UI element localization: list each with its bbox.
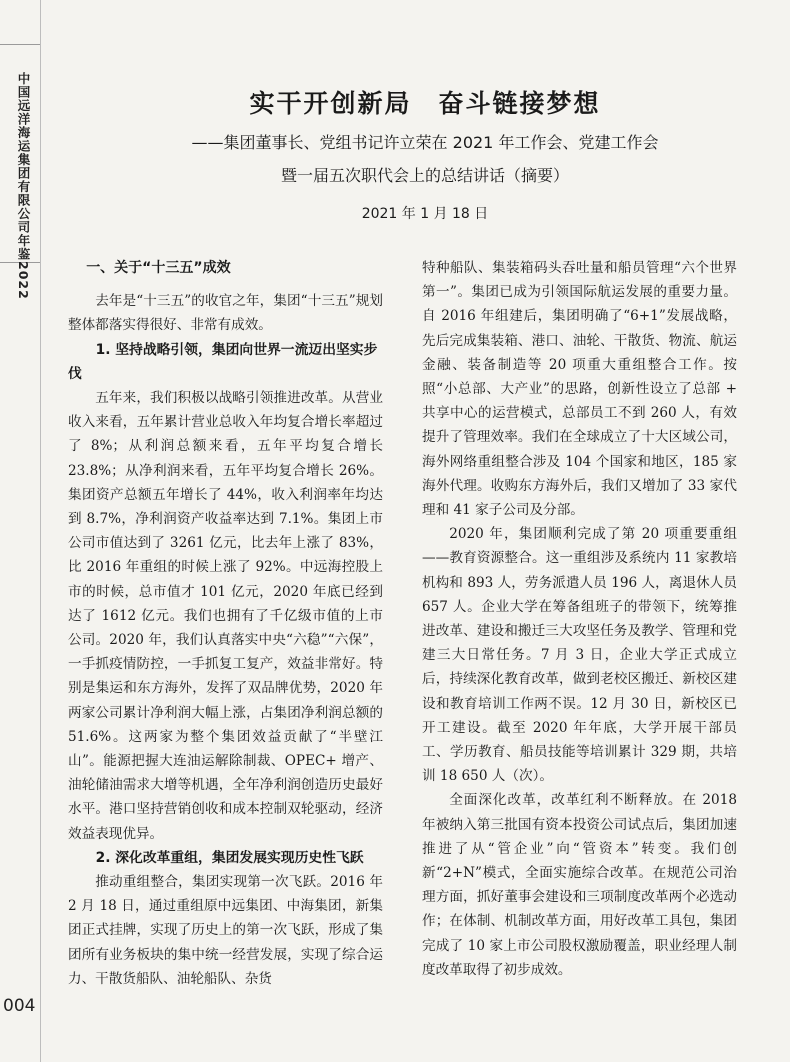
subsection-heading-2: 2. 深化改革重组，集团发展实现历史性飞跃 xyxy=(95,849,364,866)
section-heading: 一、关于“十三五”成效 xyxy=(86,260,231,276)
yearbook-running-title: 中国远洋海运集团有限公司年鉴2022 xyxy=(16,72,31,300)
paragraph-strategy: 五年来，我们积极以战略引领推进改革。从营业收入来看，五年累计营业总收入年均复合增长率超过了 8%；从利润总额来看，五年平均复合增长 23.8%；从净利润来看，五年平均复合增长 26%。集团资产总额五年增长了 44%，收入利润率年均达到 8.7%，净利润资产收益率达到 7.1%。集团上市公司市值达到了 3261 亿元，比去年上涨了 83%，比 2016 年重组的时候上涨了 92%。中远海控股上市的时候，总市值才 101 亿元，2020 年底已经到达了 1612 亿元。我们也拥有了千亿级市值的上市公司。2020 年，我们认真落实中央“六稳”“六保”，一手抓疫情防控，一手抓复工复产，效益非常好。特别是集运和东方海外，发挥了双品牌优势，2020 年两家公司累计净利润大幅上涨，占集团净利润总额的 51.6%。这两家为整个集团效益贡献了“半壁江山”。能源把握大连油运解除制裁、OPEC+ 增产、油轮储油需求大增等机遇，全年净利润创造历史最好水平。港口坚持营销创收和成本控制双轮驱动，经济效益表现优异。 xyxy=(68,390,383,842)
paragraph-restructuring: 推动重组整合，集团实现第一次飞跃。2016 年 2 月 18 日，通过重组原中远集团、中海集团，新集团正式挂牌，实现了历史上的第一次飞跃，形成了集团所有业务板块的集中统一经营发展，实现了综合运力、干散货船队、油轮船队、杂货 xyxy=(68,874,383,987)
paragraph-education-reorg: 2020 年，集团顺利完成了第 20 项重要重组——教育资源整合。这一重组涉及系统内 11 家教培机构和 893 人，劳务派遣人员 196 人，离退休人员 657 人。企业大学在筹备组班子的带领下，统筹推进改革、建设和搬迁三大攻坚任务及教学、管理和党建三大日常任务。7 月 3 日，企业大学正式成立后，持续深化教育改革，做到老校区搬迁、新校区建设和教育培训工作两不误。12 月 30 日，新校区已开工建设。截至 2020 年年底，大学开展干部员工、学历教育、船员技能等培训累计 329 期，共培训 18 650 人（次）。 xyxy=(422,526,737,785)
subsection-heading-1: 1. 坚持战略引领，集团向世界一流迈出坚实步伐 xyxy=(68,341,378,382)
article-date: 2021 年 1 月 18 日 xyxy=(361,206,489,222)
left-column xyxy=(68,256,383,991)
page-number: 004 xyxy=(3,996,36,1016)
margin-rule-top xyxy=(0,44,40,45)
article-title: 实干开创新局 奋斗链接梦想 xyxy=(249,89,601,118)
paragraph-deepen-reform: 全面深化改革，改革红利不断释放。在 2018 年被纳入第三批国有资本投资公司试点后，集团加速推进了从“管企业”向“管资本”转变。我们创新“2+N”模式，全面实施综合改革。在规范公司治理方面，抓好董事会建设和三项制度改革两个必选动作；在体制、机制改革方面，用好改革工具包，集团完成了 10 家上市公司股权激励覆盖，职业经理人制度改革取得了初步成效。 xyxy=(422,792,737,978)
article-subtitle-line1: ——集团董事长、党组书记许立荣在 2021 年工作会、党建工作会 xyxy=(191,133,659,152)
paragraph-continued: 特种船队、集装箱码头吞吐量和船员管理“六个世界第一”。集团已成为引领国际航运发展的重要力量。自 2016 年组建后，集团明确了“6+1”发展战略，先后完成集装箱、港口、油轮、干散货、物流、航运金融、装备制造等 20 项重大重组整合工作。按照“小总部、大产业”的思路，创新性设立了总部 + 共享中心的运营模式，总部员工不到 260 人，有效提升了管理效率。我们在全球成立了十大区域公司，海外网络重组整合涉及 104 个国家和地区，185 家海外代理。收购东方海外后，我们又增加了 33 家代理和 41 家子公司及分部。 xyxy=(422,260,737,519)
article-subtitle-line2: 暨一届五次职代会上的总结讲话（摘要） xyxy=(280,166,569,185)
side-margin xyxy=(0,0,41,1062)
paragraph-intro: 去年是“十三五”的收官之年，集团“十三五”规划整体都落实得很好、非常有成效。 xyxy=(68,293,383,334)
right-column xyxy=(422,256,737,982)
